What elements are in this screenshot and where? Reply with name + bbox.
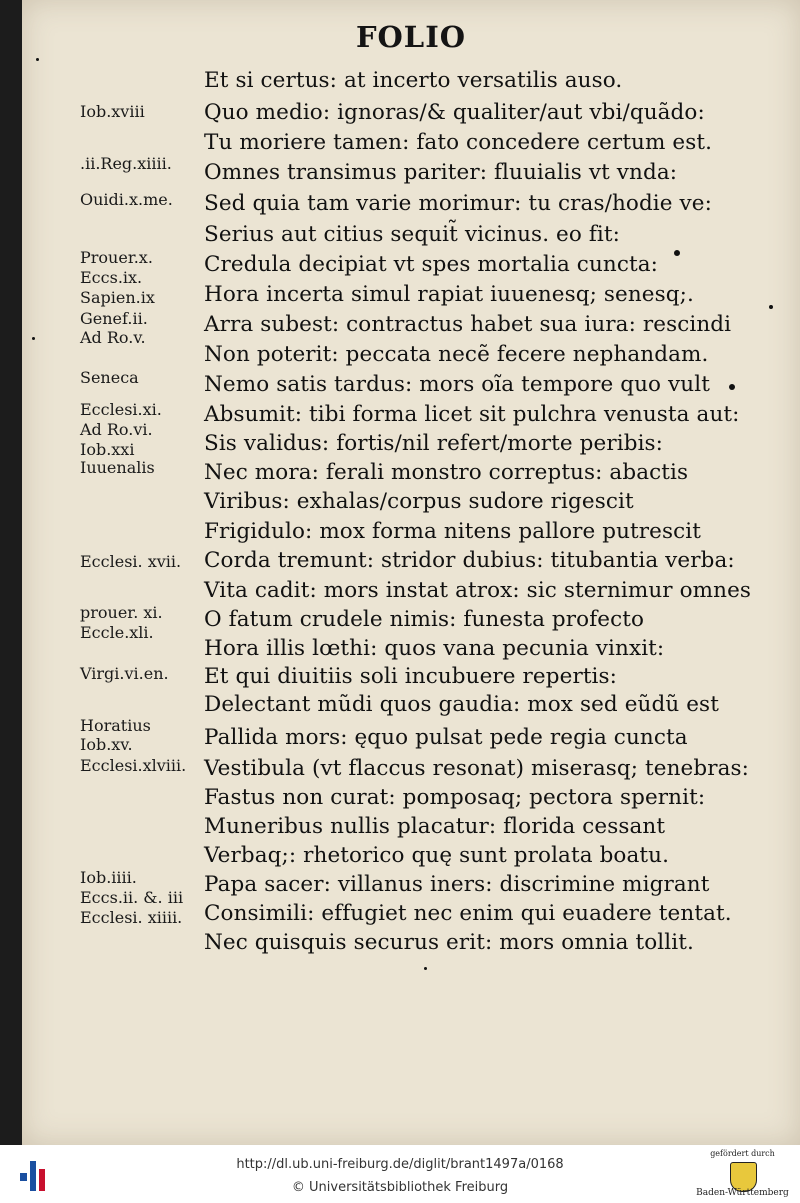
sponsor-logo [690, 1149, 795, 1201]
marginal-note: Ecclesi.xlviii. [80, 756, 187, 775]
verse-line: Frigidulo: mox forma nitens pallore putrescit [204, 519, 701, 544]
marginal-note: Iob.xv. [80, 735, 133, 754]
verse-line: Serius aut citius sequit̃ vicinus. eo fit: [204, 222, 620, 247]
verse-line: Sis validus: fortis/nil refert/morte peribis: [204, 431, 664, 456]
verse-line: Credula decipiat vt spes mortalia cuncta: [204, 252, 658, 277]
marginal-note: Genef.ii. [80, 309, 148, 328]
book-page [22, 0, 800, 1145]
verse-line: Hora illis lœthi: quos vana pecunia vinxit: [204, 636, 665, 661]
ink-speck [36, 58, 39, 61]
verse-line: Consimili: effugiet nec enim qui euadere tentat. [204, 901, 732, 926]
marginal-note: Eccs.ix. [80, 268, 143, 287]
marginal-note: Iob.iiii. [80, 868, 137, 887]
folio-heading: FOLIO [355, 20, 467, 54]
marginal-note: Ouidi.x.me. [80, 190, 173, 209]
marginal-note: Prouer.x. [80, 248, 153, 267]
marginal-note: Iuuenalis [80, 458, 155, 477]
marginal-note: Iob.xviii [80, 102, 145, 121]
ink-speck [32, 337, 35, 340]
viewer-footer [0, 1145, 800, 1203]
verse-line: Nec quisquis securus erit: mors omnia tollit. [204, 930, 694, 955]
marginal-note: prouer. xi. [80, 603, 163, 622]
ink-speck [729, 384, 735, 390]
verse-line: Muneribus nullis placatur: florida cessant [204, 814, 666, 839]
verse-line: Tu moriere tamen: fato concedere certum est. [204, 130, 713, 155]
marginal-note: Ad Ro.v. [80, 328, 146, 347]
verse-line: Vita cadit: mors instat atrox: sic sternimur omnes [204, 578, 752, 603]
marginal-note: Virgi.vi.en. [80, 664, 169, 683]
verse-line: Hora incerta simul rapiat iuuenesq; senesq;. [204, 282, 694, 307]
marginal-note: Ad Ro.vi. [80, 420, 153, 439]
marginal-note: .ii.Reg.xiiii. [80, 154, 172, 173]
verse-line: Arra subest: contractus habet sua iura: rescindi [204, 312, 732, 337]
verse-line: Fastus non curat: pomposaq; pectora spernit: [204, 785, 706, 810]
marginal-note: Seneca [80, 368, 139, 387]
verse-line: Omnes transimus pariter: fluuialis vt vnda: [204, 160, 678, 185]
marginal-note: Eccs.ii. &. iii [80, 888, 184, 907]
verse-line: Papa sacer: villanus iners: discrimine migrant [204, 872, 710, 897]
verse-line: O fatum crudele nimis: funesta profecto [204, 607, 645, 632]
marginal-note: Ecclesi. xiiii. [80, 908, 183, 927]
verse-line: Non poterit: peccata necẽ fecere nephandam. [204, 342, 709, 367]
verse-line: Viribus: exhalas/corpus sudore rigescit [204, 489, 634, 514]
verse-line: Sed quia tam varie morimur: tu cras/hodie ve: [204, 191, 712, 216]
marginal-note: Sapien.ix [80, 288, 155, 307]
marginal-note: Ecclesi.xi. [80, 400, 162, 419]
ink-speck [424, 967, 427, 970]
marginal-note: Horatius [80, 716, 151, 735]
verse-line: Verbaq;: rhetorico quę sunt prolata boatu. [204, 843, 670, 868]
verse-line: Absumit: tibi forma licet sit pulchra venusta aut: [204, 402, 740, 427]
verse-line: Vestibula (vt flaccus resonat) miserasq; tenebras: [204, 756, 749, 781]
marginal-note: Iob.xxi [80, 440, 135, 459]
marginal-note: Ecclesi. xvii. [80, 552, 182, 571]
verse-line: Nemo satis tardus: mors oĩa tempore quo vult [204, 372, 710, 397]
sponsor-label: gefördert durch [710, 1149, 775, 1158]
sponsor-name: Baden-Württemberg [696, 1188, 789, 1198]
marginal-note: Eccle.xli. [80, 623, 154, 642]
verse-line: Quo medio: ignoras/& qualiter/aut vbi/quãdo: [204, 100, 705, 125]
verse-line: Et si certus: at incerto versatilis auso. [204, 68, 623, 93]
verse-line: Et qui diuitiis soli incubuere repertis: [204, 664, 618, 689]
copyright-notice: © Universitätsbibliothek Freiburg [291, 1180, 509, 1195]
ink-speck [769, 305, 773, 309]
verse-line: Pallida mors: ęquo pulsat pede regia cuncta [204, 725, 688, 750]
verse-line: Nec mora: ferali monstro correptus: abactis [204, 460, 689, 485]
verse-line: Delectant mũdi quos gaudia: mox sed eũdũ est [204, 692, 719, 717]
ink-speck [674, 250, 680, 256]
verse-line: Corda tremunt: stridor dubius: titubantia verba: [204, 548, 735, 573]
permalink-url[interactable]: http://dl.ub.uni-freiburg.de/diglit/brant1497a/0168 [236, 1157, 564, 1172]
